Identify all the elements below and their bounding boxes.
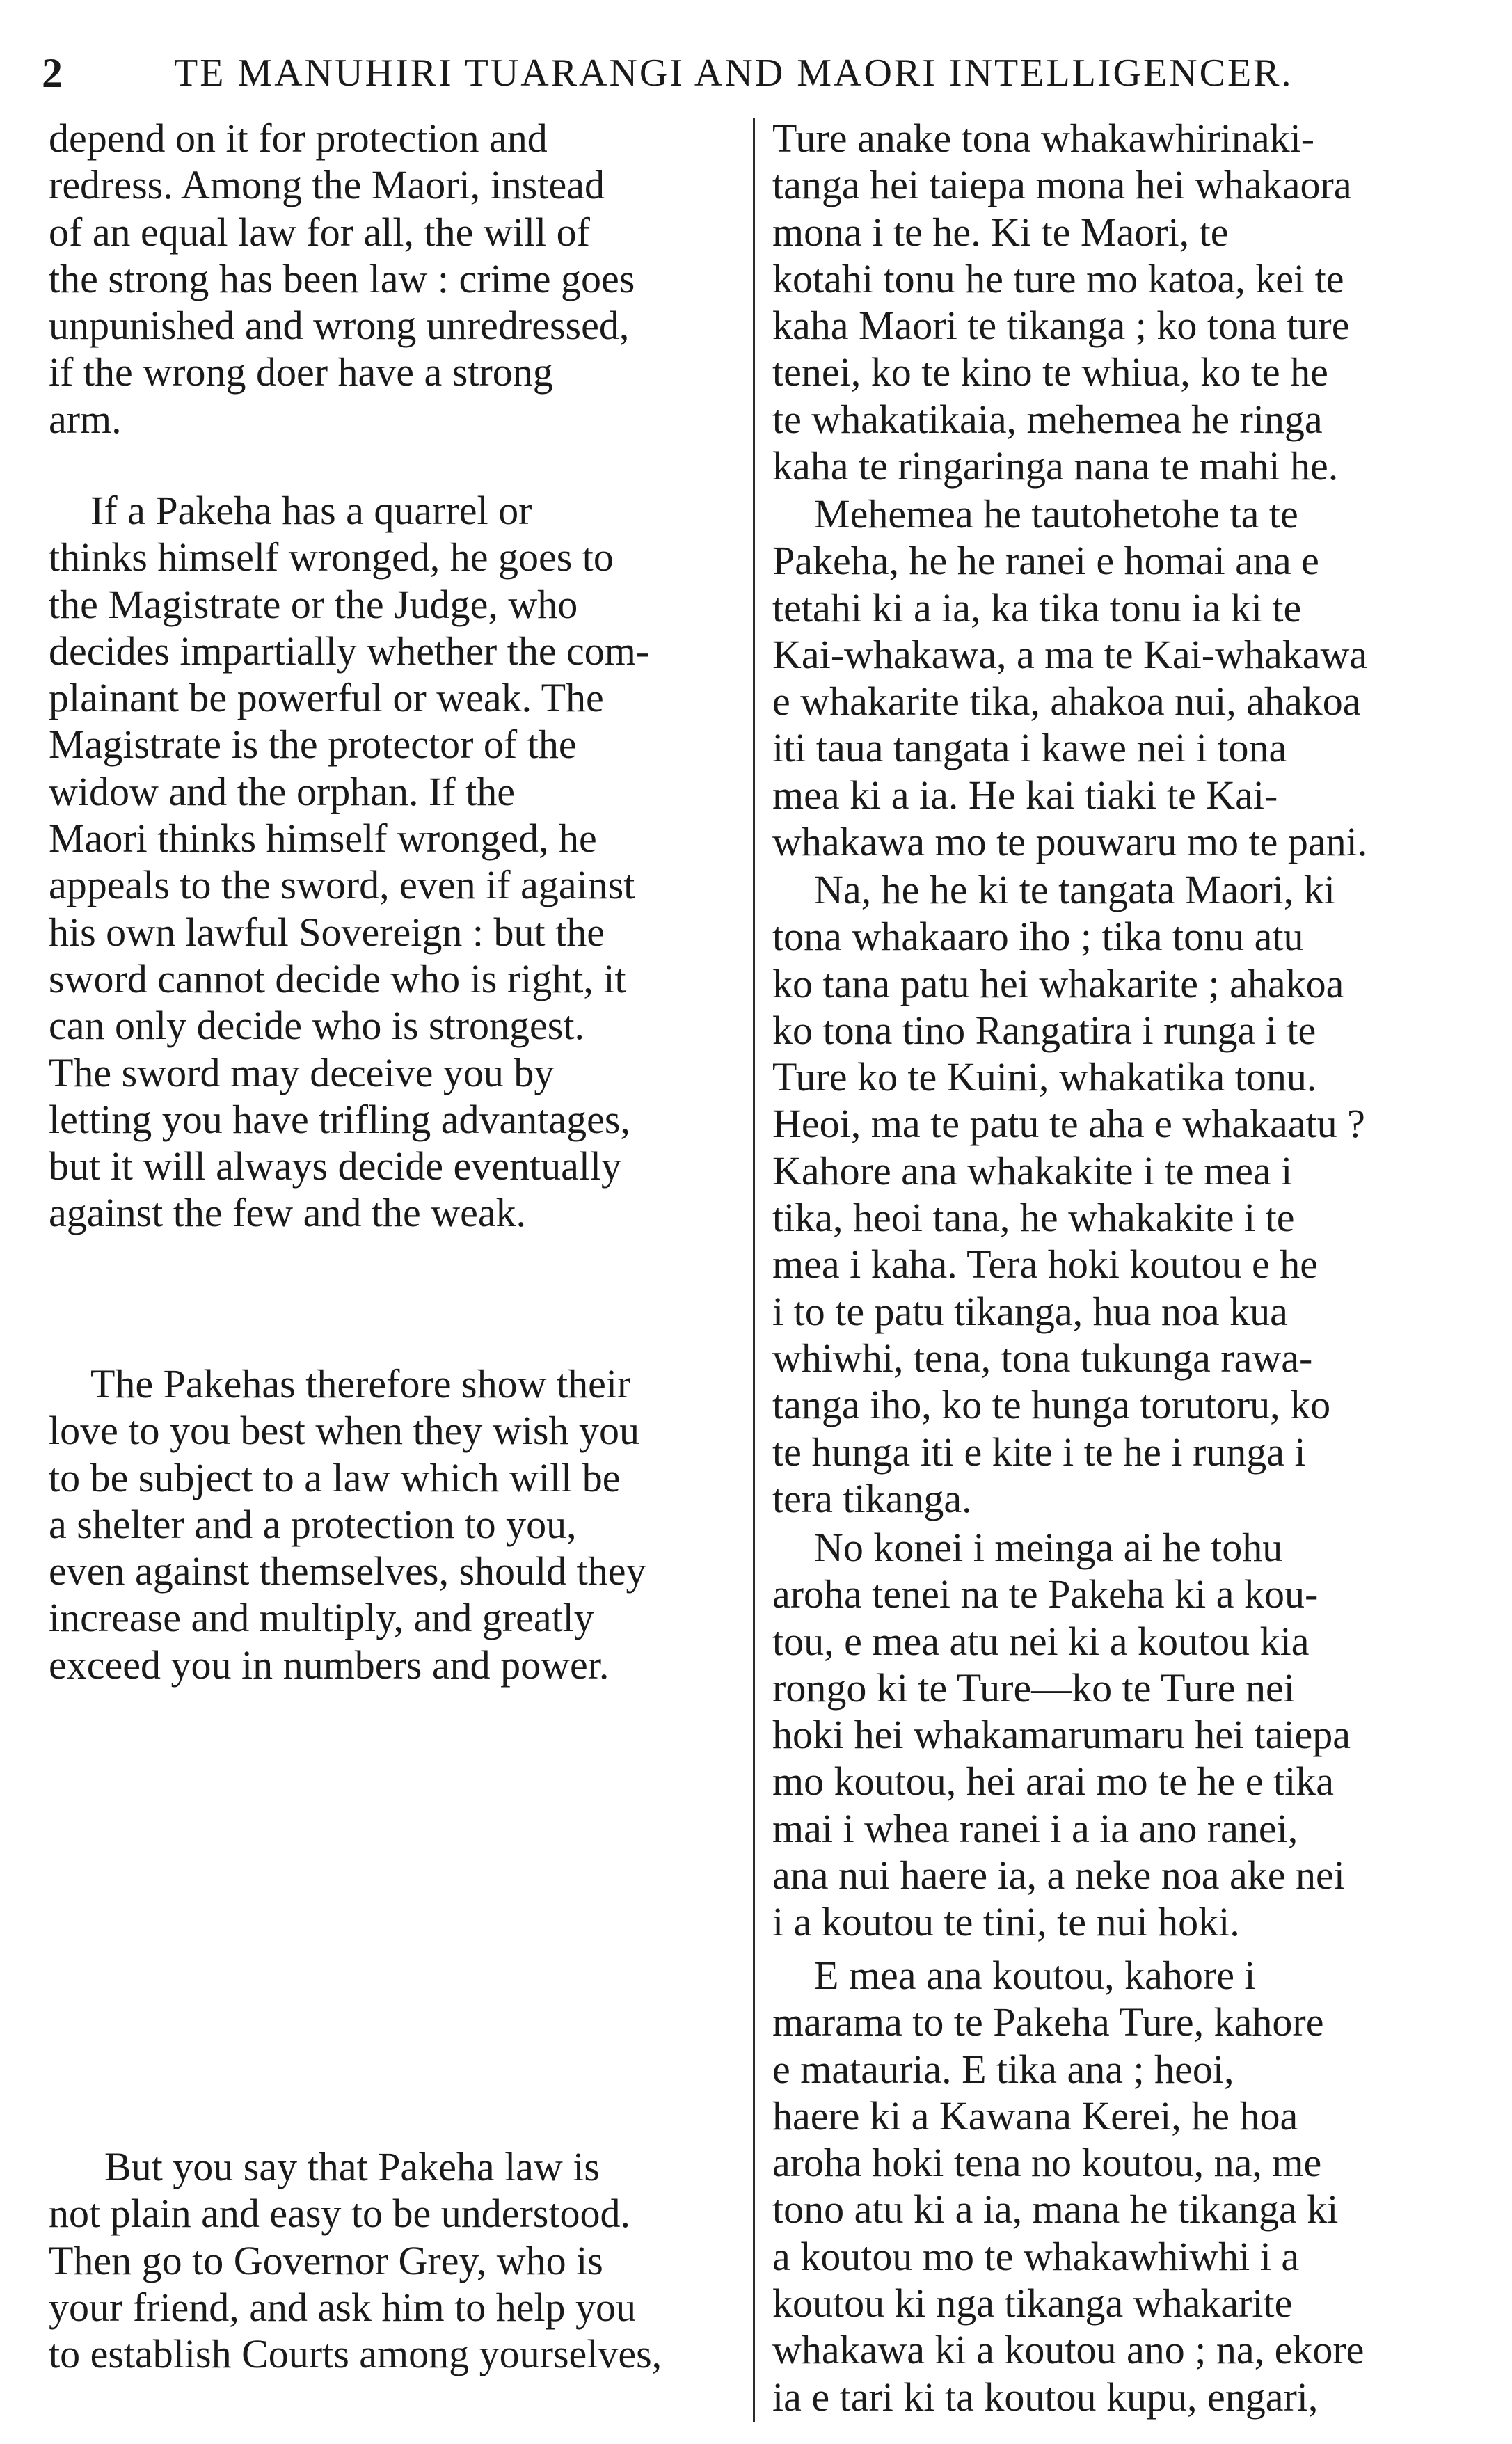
column-divider xyxy=(753,118,755,2422)
english-paragraph-4: But you say that Pakeha law is not plain and easy to be understood. Then go to Governor Grey, who is your friend, and ask him to help you to establish Courts among yourselves, xyxy=(49,2144,662,2377)
english-paragraph-1: depend on it for protection and redress. Among the Maori, instead of an equal law for all, the will of the strong has been law : crime goes unpunished and wrong unredressed, if the wrong doer have a strong arm. xyxy=(49,116,635,442)
maori-paragraph-3: Na, he he ki te tangata Maori, ki tona whakaaro iho ; tika tonu atu ko tana patu hei whakarite ; ahakoa ko tona tino Rangatira i runga i te Ture ko te Kuini, whakatika tonu. Heoi, ma te patu te aha e whakaatu ? Kahore ana whakakite i te mea i tika, heoi tana, he whakakite i te mea i kaha. Tera hoki koutou e he i to te patu tikanga, hua noa kua whiwhi, tena, tona tukunga rawa- tanga iho, ko te hunga torutoru, ko te hunga iti e kite i te he i runga i tera tikanga. xyxy=(772,867,1365,1521)
running-title: TE MANUHIRI TUARANGI AND MAORI INTELLIGENCER. xyxy=(174,51,1294,95)
page-header xyxy=(42,42,1475,104)
maori-paragraph-4: No konei i meinga ai he tohu aroha tenei na te Pakeha ki a kou- tou, e mea atu nei ki a koutou kia rongo ki te Ture—ko te Ture nei hoki hei whakamarumaru hei taiepa mo koutou, hei arai mo te he e tika mai i whea ranei i a ia ano ranei, ana nui haere ia, a neke noa ake nei i a koutou te tini, te nui hoki. xyxy=(772,1525,1351,1945)
english-column xyxy=(49,115,738,2432)
english-paragraph-2: If a Pakeha has a quarrel or thinks himself wronged, he goes to the Magistrate or the Judge, who decides impartially whether the com- plainant be powerful or weak. The Magistrate is the protector of the widow and the orphan. If the Maori thinks himself wronged, he appeals to the sword, even if against his own lawful Sovereign : but the sword cannot decide who is right, it can only decide who is strongest. The sword may deceive you by letting you have trifling advantages, but it will always decide eventually against the few and the weak. xyxy=(49,488,650,1236)
maori-paragraph-1: Ture anake tona whakawhirinaki- tanga hei taiepa mona hei whakaora mona i te he. Ki te Maori, te kotahi tonu he ture mo katoa, kei te kaha Maori te tikanga ; ko tona ture tenei, ko te kino te whiua, ko te he te whakatikaia, mehemea he ringa kaha te ringaringa nana te mahi he. xyxy=(772,116,1352,489)
maori-paragraph-2: Mehemea he tautohetohe ta te Pakeha, he he ranei e homai ana e tetahi ki a ia, ka tika tonu ia ki te Kai-whakawa, a ma te Kai-whakawa e whakarite tika, ahakoa nui, ahakoa iti taua tangata i kawe nei i tona mea ki a ia. He kai tiaki te Kai- whakawa mo te pouwaru mo te pani. xyxy=(772,491,1368,865)
english-paragraph-3: The Pakehas therefore show their love to you best when they wish you to be subject to a law which will be a shelter and a protection to you, even against themselves, should they increase and multiply, and greatly exceed you in numbers and power. xyxy=(49,1361,646,1688)
page-number: 2 xyxy=(42,50,63,96)
maori-column xyxy=(772,115,1468,2432)
maori-paragraph-5: E mea ana koutou, kahore i marama to te Pakeha Ture, kahore e matauria. E tika ana ; heoi, haere ki a Kawana Kerei, he hoa aroha hoki tena no koutou, na, me tono atu ki a ia, mana he tikanga ki a koutou mo te whakawhiwhi i a koutou ki nga tikanga whakarite whakawa ki a koutou ano ; na, ekore ia e tari ki ta koutou kupu, engari, xyxy=(772,1953,1364,2420)
